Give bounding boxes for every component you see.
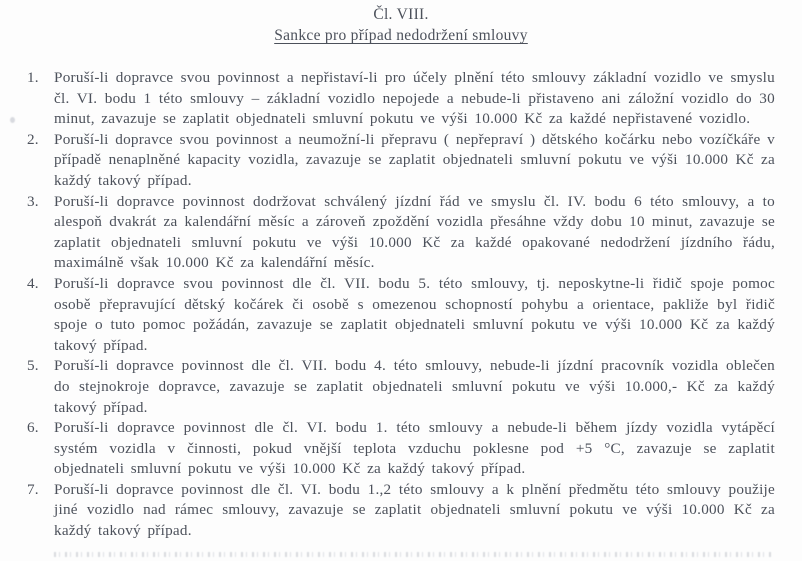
item-text: Poruší-li dopravce povinnost dle čl. VI. bodu 1. této smlouvy a nebude-li během jízdy vozidla vytápěcí systém vozidla v činnosti, pokud vnější teplota vzduchu poklesne pod +5 °C, zavazuje se zaplatit objednateli smluvní pokutu ve výši 10.000 Kč za každý takový případ. bbox=[54, 419, 775, 478]
sanctions-list bbox=[27, 68, 775, 542]
item-number: 2. bbox=[27, 130, 39, 148]
item-number: 1. bbox=[27, 69, 39, 86]
item-text: Poruší-li dopravce povinnost dle čl. VII. bodu 4. této smlouvy, nebude-li jízdní pracovník vozidla oblečen do stejnokroje dopravce, zavazuje se zaplatit objednateli smluvní pokutu ve výši 10.000,- Kč za každý takový případ. bbox=[54, 357, 775, 416]
list-item bbox=[27, 418, 775, 480]
item-text: Poruší-li dopravce svou povinnost dle čl. VII. bodu 5. této smlouvy, tj. neposkytne-li řidič spoje pomoc osobě přepravující dětský kočárek či osobě s omezenou schopností pohybu a orientace, pakliže byl řidič spoje o tuto pomoc požádán, zavazuje se zaplatit objednateli smluvní pokutu ve výši 10.000 Kč za každý takový případ. bbox=[54, 274, 775, 354]
item-number: 7. bbox=[27, 480, 39, 498]
item-text: Poruší-li dopravce povinnost dodržovat schválený jízdní řád ve smyslu čl. IV. bodu 6 této smlouvy, a to alespoň dvakrát za kalendářní měsíc a zároveň zpoždění vozidla přesáhne vždy dobu 10 minut, zavazuje se zaplatit objednateli smluvní pokutu ve výši 10.000 Kč za každé opakované nedodržení jízdního řádu, maximálně však 10.000 Kč za kalendářní měsíc. bbox=[54, 192, 775, 272]
list-item bbox=[27, 356, 775, 418]
list-item bbox=[27, 68, 775, 130]
item-number: 3. bbox=[27, 192, 39, 210]
list-item bbox=[27, 274, 775, 356]
cut-off-text-line bbox=[54, 552, 772, 557]
document-header bbox=[27, 5, 775, 46]
item-number: 6. bbox=[27, 419, 39, 437]
item-number: 4. bbox=[27, 274, 39, 292]
item-text: Poruší-li dopravce povinnost dle čl. VI. bodu 1.,2 této smlouvy a k plnění předmětu této smlouvy použije jiné vozidlo nad rámec smlouvy, zavazuje se zaplatit objednateli smluvní pokutu ve výši 10.000 Kč za každý takový případ. bbox=[54, 480, 775, 540]
item-number: 5. bbox=[27, 357, 39, 375]
article-heading: Čl. VIII. bbox=[373, 6, 429, 23]
item-text: Poruší-li dopravce svou povinnost a neumožní-li přepravu ( nepřepraví ) dětského kočárku nebo vozíčkáře v případě nenaplněné kapacity vozidla, zavazuje se zaplatit objednateli smluvní pokutu ve výši 10.000 Kč za každý takový případ. bbox=[54, 130, 775, 189]
item-text: Poruší-li dopravce svou povinnost a nepřistaví-li pro účely plnění této smlouvy základní vozidlo ve smyslu čl. VI. bodu 1 této smlouvy – základní vozidlo nepojede a nebude-li přistaveno ani záložní vozidlo do 30 minut, zavazuje se zaplatit objednateli smluvní pokutu ve výši 10.000 Kč za každé nepřistavené vozidlo. bbox=[54, 69, 775, 128]
article-subheading: Sankce pro případ nedodržení smlouvy bbox=[274, 27, 528, 44]
list-item bbox=[27, 192, 775, 274]
scan-artifact bbox=[10, 117, 15, 123]
list-item bbox=[27, 480, 775, 542]
list-item bbox=[27, 130, 775, 192]
